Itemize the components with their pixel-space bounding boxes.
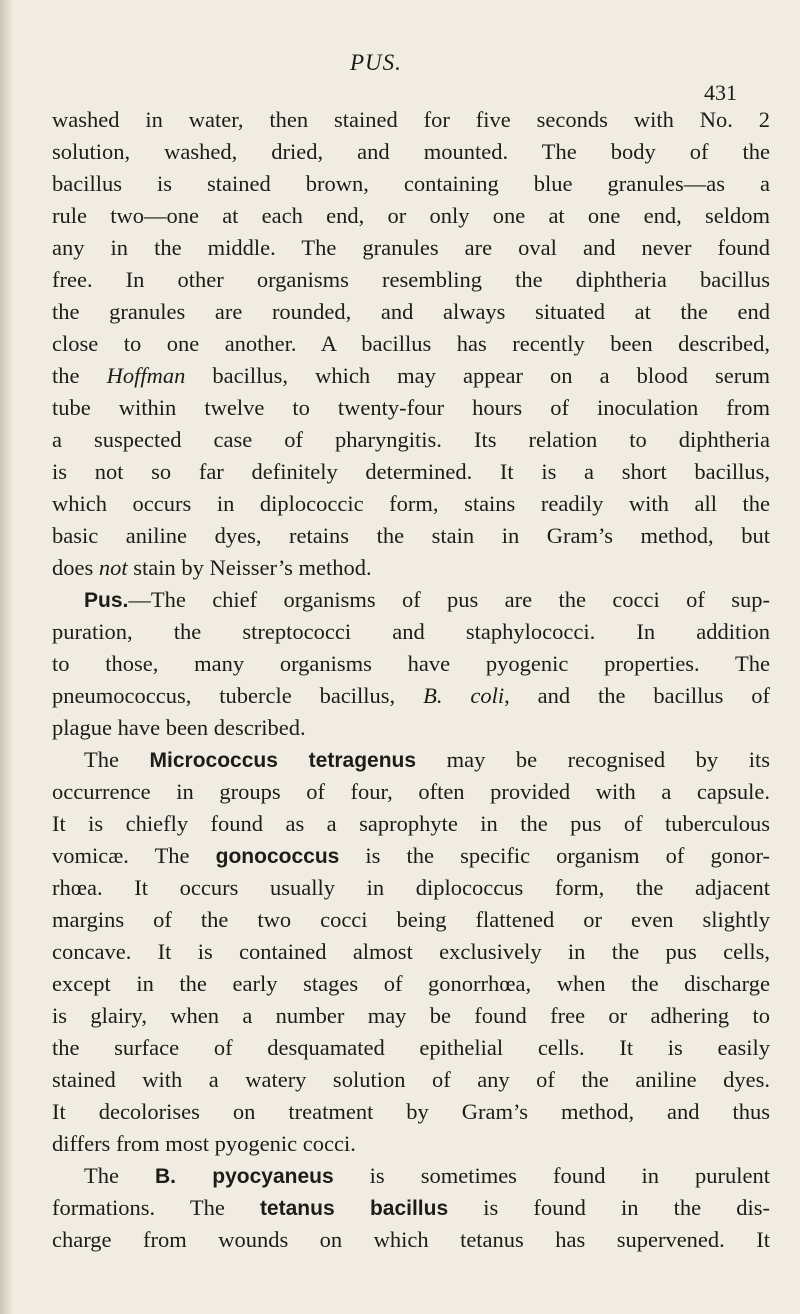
text-line: The B. pyocyaneus is sometimes found in purulent	[84, 1163, 770, 1188]
text-line: It decolorises on treatment by Gram’s method, and thus	[52, 1099, 770, 1124]
text-line: pneumococcus, tubercle bacillus, B. coli, and the bacillus of	[52, 683, 770, 708]
text-line: tube within twelve to twenty-four hours of inoculation from	[52, 395, 770, 420]
text-line: the granules are rounded, and always situated at the end	[52, 299, 770, 324]
running-head	[0, 50, 800, 105]
text-line: rhœa. It occurs usually in diplococcus form, the adjacent	[52, 875, 770, 900]
text-line: occurrence in groups of four, often provided with a capsule.	[52, 779, 770, 804]
page-gutter-shadow	[0, 0, 14, 1314]
text-line: the Hoffman bacillus, which may appear on a blood serum	[52, 363, 770, 388]
text-line: rule two—one at each end, or only one at one end, seldom	[52, 203, 770, 228]
text-line: is glairy, when a number may be found free or adhering to	[52, 1003, 770, 1028]
text-line: any in the middle. The granules are oval and never found	[52, 235, 770, 260]
text-line: plague have been described.	[52, 715, 306, 740]
text-line: formations. The tetanus bacillus is found in the dis-	[52, 1195, 770, 1220]
running-title: PUS.	[350, 50, 402, 75]
text-line: does not stain by Neisser’s method.	[52, 555, 372, 580]
text-line: washed in water, then stained for five seconds with No. 2	[52, 107, 770, 132]
text-line: margins of the two cocci being flattened or even slightly	[52, 907, 770, 932]
text-line: It is chiefly found as a saprophyte in the pus of tuberculous	[52, 811, 770, 836]
text-line: solution, washed, dried, and mounted. The body of the	[52, 139, 770, 164]
text-line: The Micrococcus tetragenus may be recognised by its	[84, 747, 770, 772]
text-line: free. In other organisms resembling the diphtheria bacillus	[52, 267, 770, 292]
text-line: concave. It is contained almost exclusively in the pus cells,	[52, 939, 770, 964]
page-number: 431	[704, 80, 737, 105]
bold-term-tetanus: tetanus bacillus	[259, 1197, 449, 1220]
text-line: differs from most pyogenic cocci.	[52, 1131, 356, 1156]
text-line: the surface of desquamated epithelial cells. It is easily	[52, 1035, 770, 1060]
text-line: puration, the streptococci and staphylococci. In addition	[52, 619, 770, 644]
text-line: charge from wounds on which tetanus has supervened. It	[52, 1227, 770, 1252]
text-line: stained with a watery solution of any of the aniline dyes.	[52, 1067, 770, 1092]
italic-term-b-coli: B. coli	[423, 683, 505, 708]
section-heading-line: Pus.—The chief organisms of pus are the cocci of sup-	[84, 587, 770, 612]
text-line: vomicæ. The gonococcus is the specific organism of gonor-	[52, 843, 770, 868]
bold-term-pyocyaneus: B. pyocyaneus	[155, 1165, 334, 1188]
text-line: bacillus is stained brown, containing blue granules—as a	[52, 171, 770, 196]
body-text	[52, 104, 770, 1256]
bold-term-gonococcus: gonococcus	[215, 845, 340, 868]
section-heading-pus: Pus.	[84, 589, 129, 612]
text-line: is not so far definitely determined. It is a short bacillus,	[52, 459, 770, 484]
text-line: except in the early stages of gonorrhœa, when the discharge	[52, 971, 770, 996]
italic-term-not: not	[98, 555, 128, 580]
text-line: a suspected case of pharyngitis. Its relation to diphtheria	[52, 427, 770, 452]
bold-term-micrococcus: Micrococcus tetragenus	[149, 749, 417, 772]
italic-term-hoffman: Hoffman	[106, 363, 186, 388]
text-line: basic aniline dyes, retains the stain in Gram’s method, but	[52, 523, 770, 548]
text-line: which occurs in diplococcic form, stains readily with all the	[52, 491, 770, 516]
text-line: to those, many organisms have pyogenic properties. The	[52, 651, 770, 676]
text-line: close to one another. A bacillus has recently been described,	[52, 331, 770, 356]
